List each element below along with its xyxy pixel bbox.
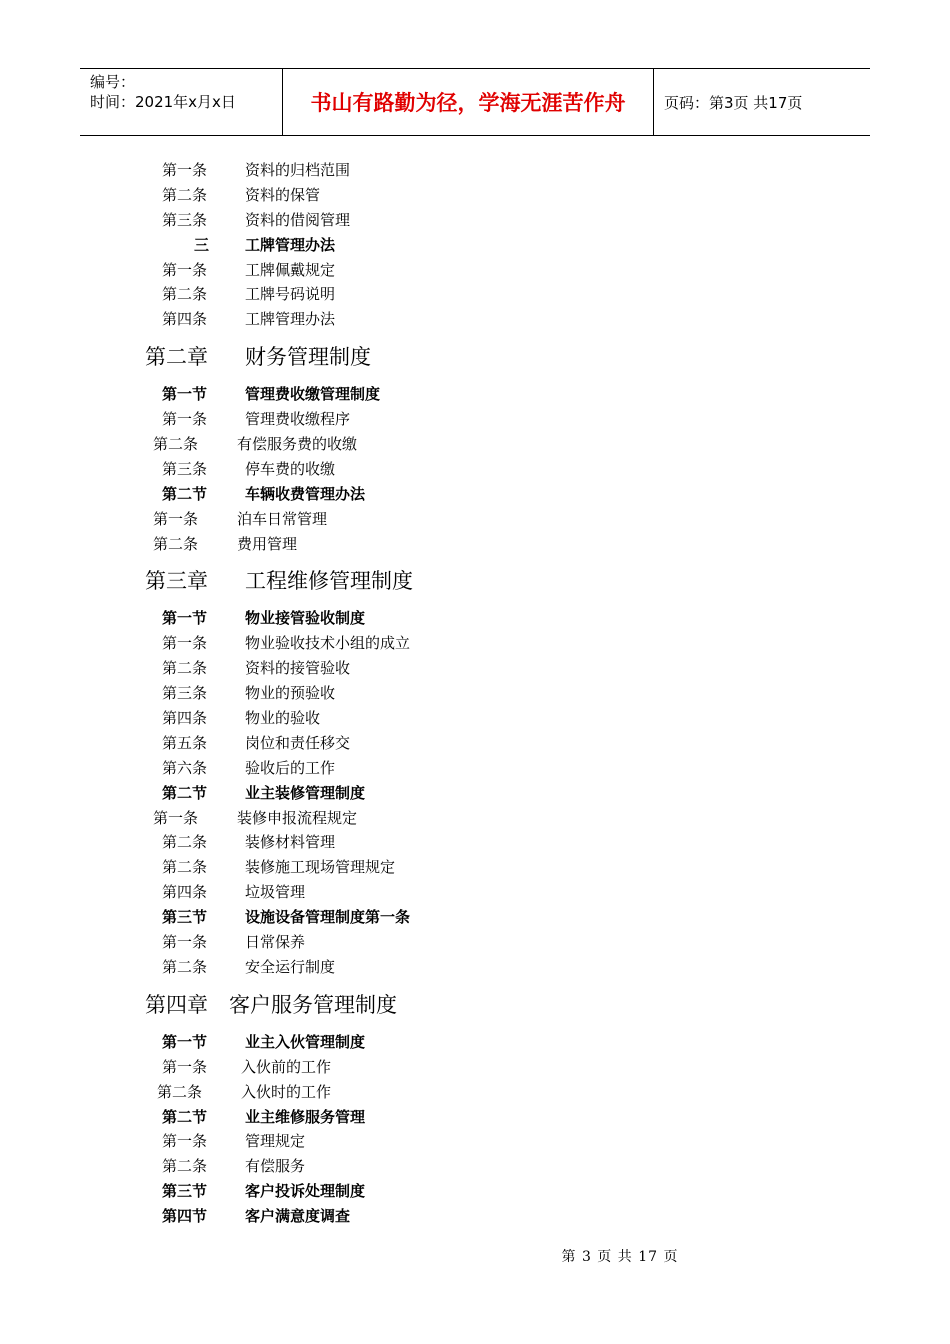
toc-title: 客户投诉处理制度 — [245, 1182, 366, 1201]
toc-title: 工牌佩戴规定 — [245, 260, 336, 279]
toc-item — [0, 1080, 950, 1105]
toc-title: 装修申报流程规定 — [237, 808, 358, 827]
toc-title: 日常保养 — [245, 933, 306, 952]
toc-section — [0, 781, 950, 806]
toc-number: 第三条 — [162, 459, 208, 478]
toc-section — [0, 1105, 950, 1130]
document-time-label: 时间：2021年x月x日 — [90, 93, 236, 111]
toc-number: 第四节 — [162, 1207, 208, 1226]
toc-title: 物业的预验收 — [245, 684, 336, 703]
toc-section — [0, 905, 950, 930]
toc-number: 第三条 — [162, 684, 208, 703]
toc-number: 第一条 — [153, 509, 199, 528]
toc-title: 客户服务管理制度 — [229, 992, 397, 1017]
toc-item — [0, 183, 950, 208]
toc-item — [0, 457, 950, 482]
toc-chapter — [0, 980, 950, 1030]
header-motto: 书山有路勤为径，学海无涯苦作舟 — [282, 69, 654, 135]
toc-item — [0, 1129, 950, 1154]
toc-number: 第一节 — [162, 609, 208, 628]
toc-title: 管理规定 — [245, 1132, 306, 1151]
toc-title: 业主维修服务管理 — [245, 1107, 366, 1126]
toc-number: 第三节 — [162, 1182, 208, 1201]
toc-number: 第二条 — [162, 659, 208, 678]
toc-number: 第二节 — [162, 783, 208, 802]
toc-number: 第一节 — [162, 1032, 208, 1051]
toc-number: 第一条 — [162, 1132, 208, 1151]
toc-number: 第一节 — [162, 385, 208, 404]
toc-title: 资料的借阅管理 — [245, 210, 351, 229]
toc-title: 资料的接管验收 — [245, 659, 351, 678]
toc-number: 第二章 — [145, 345, 208, 370]
toc-number: 第四条 — [162, 883, 208, 902]
toc-item — [0, 1055, 950, 1080]
toc-number: 第三章 — [145, 569, 208, 594]
toc-number: 第一条 — [162, 1057, 208, 1076]
toc-number: 第二条 — [162, 1157, 208, 1176]
toc-number: 第二条 — [157, 1082, 203, 1101]
table-of-contents — [0, 158, 950, 1229]
toc-title: 岗位和责任移交 — [245, 733, 351, 752]
toc-section — [0, 1179, 950, 1204]
footer-page-number: 第 3 页 共 17 页 — [561, 1249, 679, 1265]
toc-title: 工程维修管理制度 — [245, 569, 413, 594]
toc-title: 装修施工现场管理规定 — [245, 858, 396, 877]
toc-title: 有偿服务费的收缴 — [237, 435, 358, 454]
toc-number: 第一条 — [162, 933, 208, 952]
toc-item — [0, 208, 950, 233]
toc-title: 泊车日常管理 — [237, 509, 328, 528]
toc-section — [0, 1204, 950, 1229]
toc-title: 装修材料管理 — [245, 833, 336, 852]
toc-section — [0, 233, 950, 258]
toc-number: 第二条 — [153, 534, 199, 553]
toc-item — [0, 756, 950, 781]
toc-number: 第一条 — [162, 161, 208, 179]
toc-item — [0, 432, 950, 457]
toc-title: 资料的归档范围 — [245, 161, 351, 179]
toc-item — [0, 880, 950, 905]
toc-number: 第三条 — [162, 210, 208, 229]
toc-item — [0, 158, 950, 183]
toc-title: 业主入伙管理制度 — [245, 1032, 366, 1051]
toc-item — [0, 282, 950, 307]
toc-number: 第六条 — [162, 758, 208, 777]
header-page-number: 页码：第3页 共17页 — [664, 93, 803, 112]
toc-chapter — [0, 556, 950, 606]
toc-title: 安全运行制度 — [245, 957, 336, 976]
toc-item — [0, 631, 950, 656]
toc-number: 三 — [194, 235, 210, 254]
toc-number: 第一条 — [162, 634, 208, 653]
toc-item — [0, 407, 950, 432]
toc-item — [0, 1154, 950, 1179]
toc-item — [0, 930, 950, 955]
toc-number: 第二条 — [162, 858, 208, 877]
toc-title: 工牌管理办法 — [245, 310, 336, 329]
toc-number: 第二条 — [162, 833, 208, 852]
toc-number: 第四条 — [162, 709, 208, 728]
toc-title: 物业验收技术小组的成立 — [245, 634, 411, 653]
toc-number: 第二条 — [162, 957, 208, 976]
toc-number: 第二节 — [162, 484, 208, 503]
toc-number: 第三节 — [162, 908, 208, 927]
toc-chapter — [0, 332, 950, 382]
page-header — [80, 68, 870, 136]
toc-title: 有偿服务 — [245, 1157, 306, 1176]
toc-number: 第一条 — [153, 808, 199, 827]
toc-title: 停车费的收缴 — [245, 459, 336, 478]
toc-number: 第五条 — [162, 733, 208, 752]
toc-number: 第四条 — [162, 310, 208, 329]
toc-section — [0, 482, 950, 507]
toc-title: 物业的验收 — [245, 709, 321, 728]
toc-title: 财务管理制度 — [245, 345, 371, 370]
toc-title: 管理费收缴管理制度 — [245, 385, 381, 404]
header-meta — [80, 69, 282, 135]
toc-number: 第一条 — [162, 260, 208, 279]
toc-title: 资料的保管 — [245, 185, 321, 204]
toc-title: 车辆收费管理办法 — [245, 484, 366, 503]
toc-title: 业主装修管理制度 — [245, 783, 366, 802]
toc-item — [0, 307, 950, 332]
toc-number: 第四章 — [145, 992, 208, 1017]
toc-item — [0, 955, 950, 980]
toc-section — [0, 1030, 950, 1055]
toc-item — [0, 656, 950, 681]
toc-number: 第二条 — [162, 185, 208, 204]
toc-section — [0, 382, 950, 407]
toc-item — [0, 706, 950, 731]
toc-item — [0, 507, 950, 532]
toc-title: 管理费收缴程序 — [245, 410, 351, 429]
toc-title: 工牌号码说明 — [245, 285, 336, 304]
toc-title: 工牌管理办法 — [245, 235, 336, 254]
toc-title: 入伙前的工作 — [241, 1057, 332, 1076]
toc-number: 第二条 — [153, 435, 199, 454]
toc-title: 物业接管验收制度 — [245, 609, 366, 628]
toc-title: 垃圾管理 — [245, 883, 306, 902]
toc-section — [0, 606, 950, 631]
toc-title: 设施设备管理制度第一条 — [245, 908, 411, 927]
toc-number: 第二节 — [162, 1107, 208, 1126]
toc-title: 客户满意度调查 — [245, 1207, 351, 1226]
toc-item — [0, 258, 950, 283]
toc-item — [0, 806, 950, 831]
toc-number: 第二条 — [162, 285, 208, 304]
toc-item — [0, 532, 950, 557]
toc-title: 入伙时的工作 — [241, 1082, 332, 1101]
toc-number: 第一条 — [162, 410, 208, 429]
toc-item — [0, 855, 950, 880]
document-code-label: 编号： — [90, 73, 136, 91]
toc-title: 费用管理 — [237, 534, 298, 553]
toc-item — [0, 681, 950, 706]
page-footer — [0, 1246, 950, 1266]
toc-item — [0, 731, 950, 756]
toc-title: 验收后的工作 — [245, 758, 336, 777]
toc-item — [0, 830, 950, 855]
